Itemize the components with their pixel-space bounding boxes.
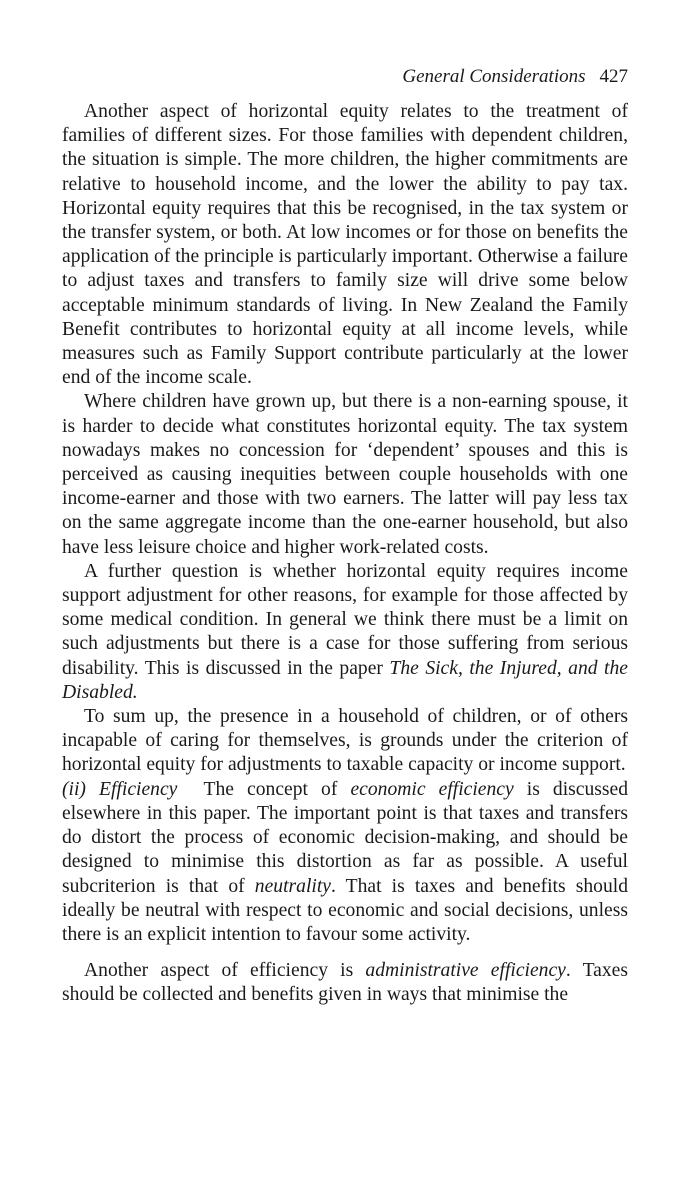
subsection-heading: (ii) Efficiency (62, 778, 178, 800)
paragraph-text: Where children have grown up, but there is a non-earning spouse, it is harder to decide what constitutes horizontal equity. The tax system nowadays makes no concession for ‘dependent’ spouses and this is perceived as causing inequities between couple households with one income-earner and those with two earners. The latter will pay less tax on the same aggregate income than the one-earner household, but also have less leisure choice and higher work-related costs. (62, 391, 628, 558)
paragraph-text: . That is taxes and benefits should ideally be neutral with respect to economic and social decisions, unless there is an explicit intention to favour some activity. (62, 875, 628, 945)
paragraph-administrative-efficiency (62, 959, 628, 1007)
running-head (60, 64, 628, 90)
paragraph-text: The concept of (203, 778, 351, 800)
paragraph-text: is discussed elsewhere in this paper. The important point is that taxes and transfers do distort the process of economic decision-making, and should be designed to minimise this distortion as far as possible. A useful subcriterion is that of (62, 778, 629, 897)
paragraph-family-size (62, 100, 628, 390)
body-text (62, 100, 628, 1008)
term-economic-efficiency: economic efficiency (350, 778, 514, 800)
paragraph-efficiency (62, 778, 628, 947)
paper-reference: The Sick, the Injured, and the Disabled. (62, 657, 628, 703)
page-number: 427 (599, 66, 628, 87)
term-neutrality: neutrality (254, 875, 331, 897)
paragraph-text: A further question is whether horizontal equity requires income support adjustment for other reasons, for example for those affected by some medical condition. In general we think there must be a limit on such adjustments but there is a case for those suffering from serious disability. This is discussed in the paper (62, 560, 628, 679)
paragraph-medical-condition (62, 560, 628, 705)
paragraph-text: To sum up, the presence in a household of children, or of others incapable of caring for themselves, is grounds under the criterion of horizontal equity for adjustments to taxable capacity or income support. (62, 706, 628, 776)
paragraph-text: Another aspect of horizontal equity relates to the treatment of families of different sizes. For those families with dependent children, the situation is simple. The more children, the higher commitments are relative to household income, and the lower the ability to pay tax. Horizontal equity requires that this be recognised, in the tax system or the transfer system, or both. At low incomes or for those on benefits the application of the principle is particularly important. Otherwise a failure to adjust taxes and transfers to family size will drive some below acceptable minimum standards of living. In New Zealand the Family Benefit contributes to horizontal equity at all income levels, while measures such as Family Support contribute particularly at the lower end of the income scale. (62, 101, 628, 389)
paragraph-text: Another aspect of efficiency is (84, 960, 366, 982)
term-administrative-efficiency: administrative efficiency (365, 960, 566, 982)
paragraph-sum-up (62, 705, 628, 778)
paragraph-non-earning-spouse (62, 390, 628, 559)
paragraph-text: . Taxes should be collected and benefits given in ways that minimise the (62, 960, 628, 1006)
section-title: General Considerations (402, 66, 586, 87)
